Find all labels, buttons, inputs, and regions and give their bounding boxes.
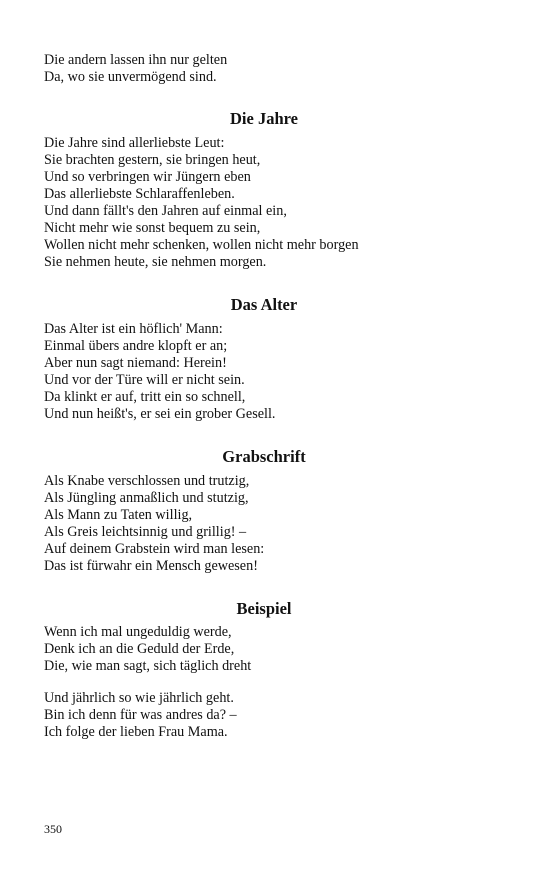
poem-line: Wenn ich mal ungeduldig werde, [44,624,232,640]
poem-line: Und vor der Türe will er nicht sein. [44,372,245,388]
poem-line: Da, wo sie unvermögend sind. [44,69,217,85]
poem-line: Und so verbringen wir Jüngern eben [44,169,251,185]
poem-line: Die, wie man sagt, sich täglich dreht [44,658,252,674]
poem-line: Sie nehmen heute, sie nehmen morgen. [44,254,267,270]
poem-line: Als Mann zu Taten willig, [44,507,193,523]
poem-das-alter [44,295,484,423]
poem-fragment [44,52,484,86]
poem-line: Und nun heißt's, er sei ein grober Gesell. [44,406,276,422]
poem-line: Bin ich denn für was andres da? – [44,707,237,723]
stanza [44,690,484,741]
poem-line: Ich folge der lieben Frau Mama. [44,724,228,740]
poem-grabschrift [44,447,484,575]
poem-line: Das allerliebste Schlaraffenleben. [44,186,235,202]
poem-line: Die Jahre sind allerliebste Leut: [44,135,225,151]
poem-title: Grabschrift [222,447,306,466]
poem-line: Als Jüngling anmaßlich und stutzig, [44,490,249,506]
poem-line: Einmal übers andre klopft er an; [44,338,228,354]
poem-line: Nicht mehr wie sonst bequem zu sein, [44,220,261,236]
poem-line: Denk ich an die Geduld der Erde, [44,641,235,657]
poem-line: Und jährlich so wie jährlich geht. [44,690,234,706]
poem-title: Die Jahre [230,109,298,128]
poem-line: Und dann fällt's den Jahren auf einmal ein, [44,203,287,219]
poem-line: Auf deinem Grabstein wird man lesen: [44,541,265,557]
poem-line: Als Greis leichtsinnig und grillig! – [44,524,247,540]
poem-line: Wollen nicht mehr schenken, wollen nicht mehr borgen [44,237,359,253]
poem-line: Aber nun sagt niemand: Herein! [44,355,227,371]
poem-line: Sie brachten gestern, sie bringen heut, [44,152,261,168]
poem-line: Da klinkt er auf, tritt ein so schnell, [44,389,246,405]
poem-line: Das Alter ist ein höflich' Mann: [44,321,223,337]
stanza [44,624,484,675]
poem-line: Das ist fürwahr ein Mensch gewesen! [44,558,258,574]
stanza-break [44,675,484,690]
poem-die-jahre [44,109,484,271]
poem-beispiel [44,599,484,741]
page-content [44,52,484,741]
poem-title: Beispiel [236,599,292,618]
poem-line: Die andern lassen ihn nur gelten [44,52,228,68]
poem-line: Als Knabe verschlossen und trutzig, [44,473,250,489]
poem-title: Das Alter [230,295,298,314]
page-number: 350 [44,822,62,836]
